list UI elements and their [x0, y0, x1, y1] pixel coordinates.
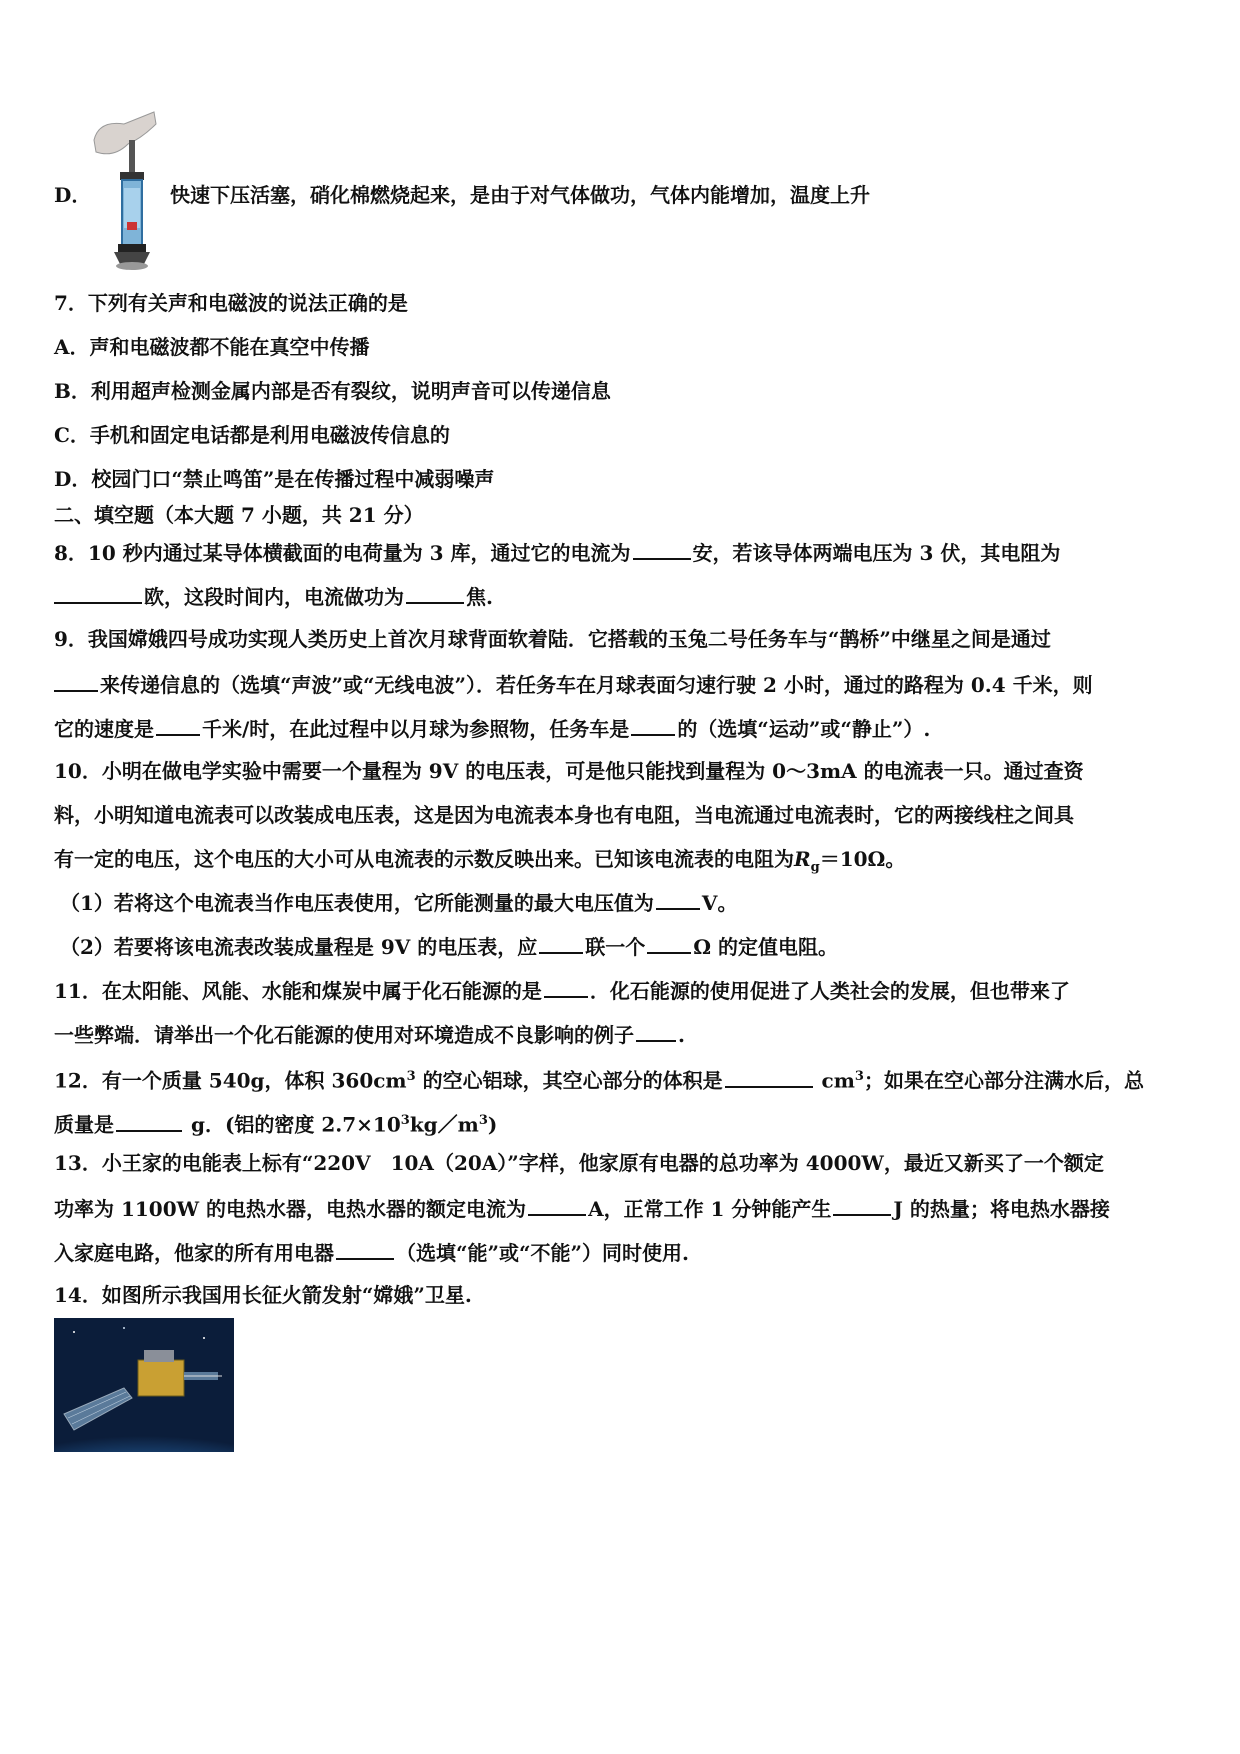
q9-text-a: 来传递信息的（选填“声波”或“无线电波”）．若任务车在月球表面匀速行驶 2 小时，通过的路程为 0.4 千米，则	[100, 673, 1093, 697]
q12-line-1	[54, 1064, 1144, 1094]
q11-line-1	[54, 976, 1070, 1004]
q10-sub2-text-b: 联一个	[585, 935, 646, 959]
q12-text-d: ；如果在空心部分注满水后，总	[863, 1068, 1144, 1093]
q11-text-c: 一些弊端．请举出一个化石能源的使用对环境造成不良影响的例子	[54, 1023, 634, 1047]
q10-sub-2	[60, 932, 838, 960]
q12-blank-mass	[116, 1110, 182, 1132]
q8-text-d: 焦.	[466, 585, 493, 609]
q11-line-2	[54, 1020, 685, 1048]
q13-blank-current	[528, 1194, 586, 1216]
q9-text-c: 千米/时，在此过程中以月球为参照物，任务车是	[202, 717, 630, 741]
q12-text-c: cm	[814, 1068, 855, 1093]
section-2-title: 二、填空题（本大题 7 小题，共 21 分）	[54, 503, 424, 527]
q13-text-b: A，正常工作 1 分钟能产生	[588, 1197, 832, 1221]
q9-line-1: 9．我国嫦娥四号成功实现人类历史上首次月球背面软着陆．它搭载的玉兔二号任务车与“鹊桥”中继星之间是通过	[54, 627, 1051, 651]
q9-blank-speed	[156, 714, 200, 736]
q10-sub1-text-b: V。	[701, 891, 738, 915]
q12-text-a: 12．有一个质量 540g，体积 360cm	[54, 1068, 407, 1093]
q8-text-a: 8．10 秒内通过某导体横截面的电荷量为 3 库，通过它的电流为	[54, 541, 631, 565]
q12-sup-3: 3	[400, 1113, 410, 1128]
air-piston-figure	[84, 110, 164, 272]
q12-text-b: 的空心铝球，其空心部分的体积是	[415, 1068, 723, 1093]
q10-sub-1	[60, 888, 737, 916]
q13-text-a: 功率为 1100W 的电热水器，电热水器的额定电流为	[54, 1197, 527, 1221]
q13-line-1: 13．小王家的电能表上标有“220V 10A（20A）”字样，他家原有电器的总功率为 4000W，最近又新买了一个额定	[54, 1151, 1104, 1175]
q13-line-3	[54, 1238, 689, 1266]
q12-text-e: 质量是	[54, 1112, 114, 1137]
q13-text-d: 入家庭电路，他家的所有用电器	[54, 1241, 334, 1265]
q11-blank-fossil	[544, 976, 588, 998]
q7-option-d: D．校园门口“禁止鸣笛”是在传播过程中减弱噪声	[54, 467, 495, 491]
q11-text-b: ．化石能源的使用促进了人类社会的发展，但也带来了	[589, 979, 1070, 1003]
q10-sub1-text-a: （1）若将这个电流表当作电压表使用，它所能测量的最大电压值为	[60, 891, 654, 915]
q12-line-2	[54, 1108, 497, 1138]
q12-text-g: kg／m	[409, 1112, 479, 1137]
q9-text-b: 它的速度是	[54, 717, 154, 741]
q12-blank-volume	[725, 1066, 813, 1088]
q13-text-c: J 的热量；将电热水器接	[893, 1197, 1110, 1221]
q10-line-2: 料，小明知道电流表可以改装成电压表，这是因为电流表本身也有电阻，当电流通过电流表时，它的两接线柱之间具	[54, 803, 1074, 827]
q8-blank-current	[633, 538, 691, 560]
q10-blank-resistor	[647, 932, 691, 954]
q8-text-b: 安，若该导体两端电压为 3 伏，其电阻为	[692, 541, 1061, 565]
q9-blank-motion	[631, 714, 675, 736]
q9-blank-medium	[54, 670, 98, 692]
q11-text-d: .	[678, 1023, 685, 1047]
q12-text-h: )	[487, 1112, 498, 1137]
q10-symbol-g: g	[810, 860, 820, 875]
q8-blank-resistance	[54, 582, 142, 604]
q10-symbol-r: R	[794, 847, 811, 871]
q10-sub2-text-a: （2）若要将该电流表改装成量程是 9V 的电压表，应	[60, 935, 538, 959]
q6-option-d-letter: D．	[54, 183, 92, 207]
q10-sub2-text-c: Ω 的定值电阻。	[693, 935, 839, 959]
q10-text-b: ＝10Ω。	[819, 847, 906, 871]
q11-text-a: 11．在太阳能、风能、水能和煤炭中属于化石能源的是	[54, 979, 542, 1003]
q12-sup-1: 3	[406, 1069, 416, 1084]
q8-line-1	[54, 538, 1060, 566]
q7-option-c: C．手机和固定电话都是利用电磁波传信息的	[54, 423, 450, 447]
q9-text-d: 的（选填“运动”或“静止”）.	[677, 717, 931, 741]
q9-line-3	[54, 714, 930, 742]
q8-blank-work	[406, 582, 464, 604]
q13-text-e: （选填“能”或“不能”）同时使用.	[396, 1241, 689, 1265]
q10-blank-connection	[539, 932, 583, 954]
q7-option-a: A．声和电磁波都不能在真空中传播	[54, 335, 370, 359]
q6-option-d-text: 快速下压活塞，硝化棉燃烧起来，是由于对气体做功，气体内能增加，温度上升	[170, 183, 870, 207]
q7-option-b: B．利用超声检测金属内部是否有裂纹，说明声音可以传递信息	[54, 379, 611, 403]
q7-stem: 7．下列有关声和电磁波的说法正确的是	[54, 291, 408, 315]
q9-line-2	[54, 670, 1093, 698]
q11-blank-example	[636, 1020, 676, 1042]
q13-blank-heat	[833, 1194, 891, 1216]
q10-line-1: 10．小明在做电学实验中需要一个量程为 9V 的电压表，可是他只能找到量程为 0～3mA 的电流表一只。通过查资	[54, 759, 1084, 783]
q8-text-c: 欧，这段时间内，电流做功为	[144, 585, 404, 609]
q10-line-3	[54, 846, 905, 881]
q12-text-f: g．(铝的密度 2.7×10	[184, 1112, 401, 1137]
q13-line-2	[54, 1194, 1110, 1222]
q10-text-a: 有一定的电压，这个电压的大小可从电流表的示数反映出来。已知该电流表的电阻为	[54, 847, 794, 871]
q14-stem: 14．如图所示我国用长征火箭发射“嫦娥”卫星.	[54, 1283, 472, 1307]
q13-blank-simultaneous	[336, 1238, 394, 1260]
satellite-figure	[54, 1318, 234, 1452]
q10-blank-max-voltage	[656, 888, 700, 910]
q12-sup-4: 3	[478, 1113, 488, 1128]
q12-sup-2: 3	[854, 1069, 864, 1084]
q8-line-2	[54, 582, 493, 610]
